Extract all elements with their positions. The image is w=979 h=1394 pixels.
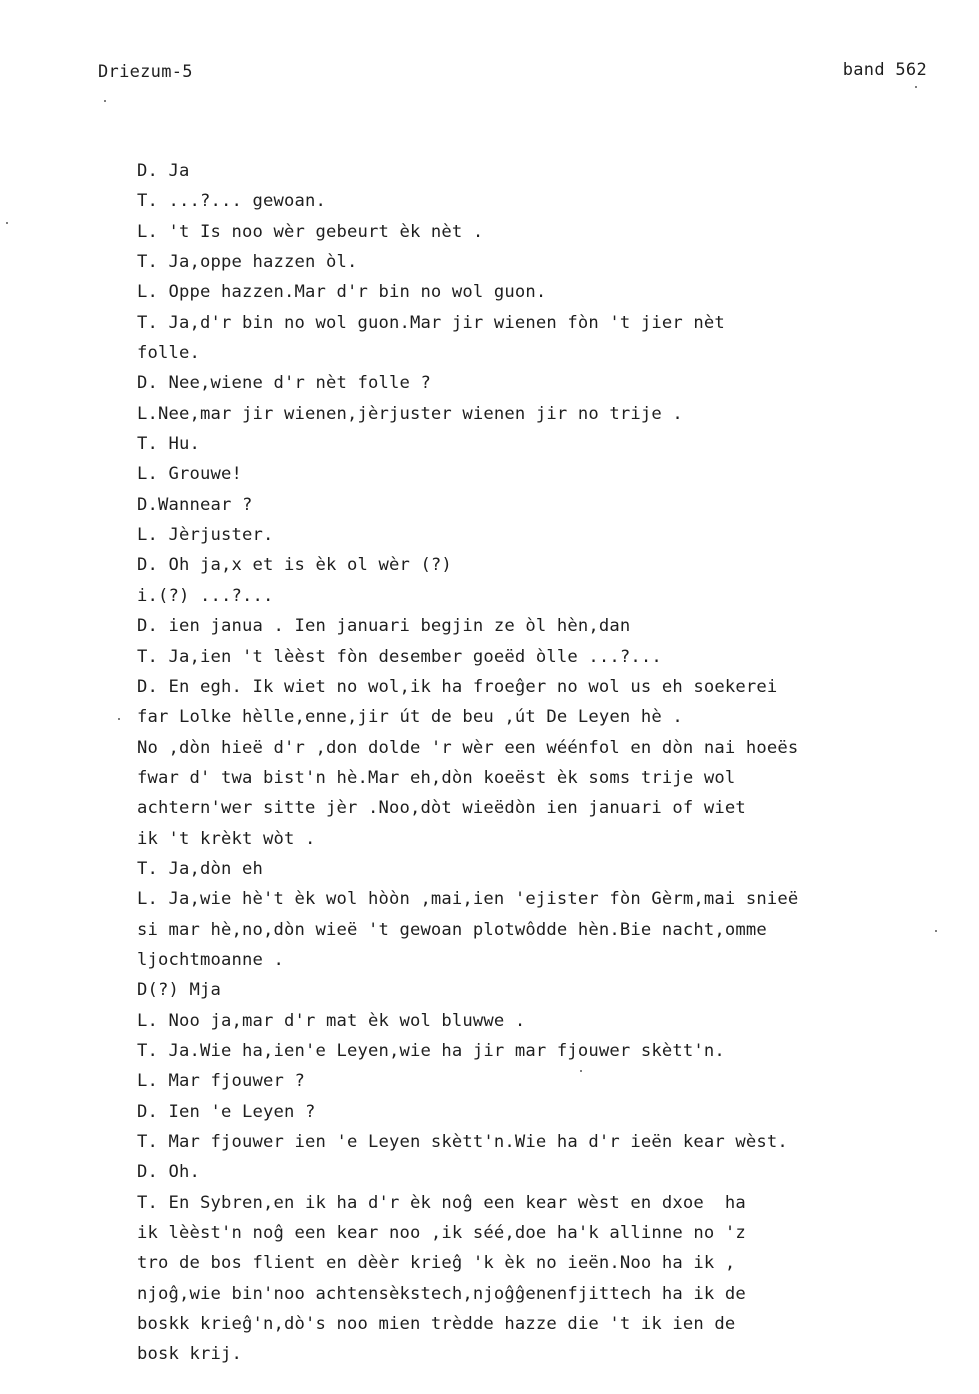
transcript-line: T. En Sybren,en ik ha d'r èk noĝ een kear wèst en dxoe ha: [137, 1192, 746, 1213]
transcript-line: L. Ja,wie hè't èk wol hòòn ,mai,ien 'ejister fòn Gèrm,mai snieë: [137, 889, 799, 910]
transcript-body: [137, 156, 937, 1370]
transcript-line: far Lolke hèlle,enne,jir út de beu ,út De Leyen hè .: [137, 707, 683, 728]
transcript-line: No ,dòn hieë d'r ,don dolde 'r wèr een wéénfol en dòn nai hoeës: [137, 737, 799, 758]
transcript-line: si mar hè,no,dòn wieë 't gewoan plotwôdde hèn.Bie nacht,omme: [137, 919, 767, 940]
transcript-line: T. Ja,ien 't lèèst fòn desember goeëd òlle ...?...: [137, 646, 662, 667]
document-header-right: band 562: [842, 60, 927, 80]
transcript-line: D. Ien 'e Leyen ?: [137, 1101, 316, 1122]
transcript-line: D. Nee,wiene d'r nèt folle ?: [137, 373, 431, 394]
transcript-line: bosk krij.: [137, 1344, 242, 1365]
scan-speck: [104, 100, 106, 102]
transcript-line: ljochtmoanne .: [137, 949, 284, 970]
transcript-line: L. Oppe hazzen.Mar d'r bin no wol guon.: [137, 282, 547, 303]
document-header-left: Driezum-5: [98, 62, 193, 82]
transcript-line: T. Hu.: [137, 434, 200, 455]
transcript-line: D. ien janua . Ien januari begjin ze òl hèn,dan: [137, 616, 631, 637]
transcript-line: ik 't krèkt wòt .: [137, 828, 316, 849]
scan-speck: [118, 718, 120, 720]
transcript-line: D. Ja: [137, 161, 190, 181]
transcript-line: L. Mar fjouwer ?: [137, 1071, 305, 1092]
transcript-line: njoĝ,wie bin'noo achtensèkstech,njoĝĝenenfjittech ha ik de: [137, 1283, 746, 1304]
transcript-line: L. Noo ja,mar d'r mat èk wol bluwwe .: [137, 1010, 526, 1031]
transcript-line: L. Jèrjuster.: [137, 525, 274, 546]
scan-speck: [580, 1070, 582, 1072]
transcript-line: T. ...?... gewoan.: [137, 191, 326, 212]
transcript-line: D. En egh. Ik wiet no wol,ik ha froeĝer no wol us eh soekerei: [137, 676, 778, 697]
transcript-line: i.(?) ...?...: [137, 585, 274, 606]
scan-speck: [915, 86, 917, 88]
transcript-line: fwar d' twa bist'n hè.Mar eh,dòn koeëst èk soms trije wol: [137, 767, 736, 788]
transcript-line: D. Oh.: [137, 1162, 200, 1183]
transcript-line: achtern'wer sitte jèr .Noo,dòt wieëdòn ien januari of wiet: [137, 798, 746, 819]
transcript-line: L. Grouwe!: [137, 464, 242, 485]
transcript-line: folle.: [137, 343, 200, 364]
transcript-line: D.Wannear ?: [137, 494, 253, 515]
scan-speck: [6, 222, 8, 224]
transcript-line: L.Nee,mar jir wienen,jèrjuster wienen jir no trije .: [137, 403, 683, 424]
transcript-line: boskk krieĝ'n,dò's noo mien trèdde hazze die 't ik ien de: [137, 1314, 736, 1335]
transcript-line: T. Ja,d'r bin no wol guon.Mar jir wienen fòn 't jier nèt: [137, 312, 725, 333]
transcript-line: D(?) Mja: [137, 980, 221, 1001]
scan-speck: [935, 930, 937, 932]
transcript-line: ik lèèst'n noĝ een kear noo ,ik séé,doe ha'k allinne no 'z: [137, 1223, 746, 1244]
transcript-line: T. Ja,dòn eh: [137, 858, 263, 879]
transcript-line: T. Mar fjouwer ien 'e Leyen skètt'n.Wie ha d'r ieën kear wèst.: [137, 1132, 788, 1152]
transcript-line: T. Ja,oppe hazzen òl.: [137, 252, 358, 273]
transcript-line: tro de bos flient en dèèr krieĝ 'k èk no ieën.Noo ha ik ,: [137, 1253, 736, 1274]
transcript-line: L. 't Is noo wèr gebeurt èk nèt .: [137, 221, 484, 242]
transcript-line: T. Ja.Wie ha,ien'e Leyen,wie ha jir mar fjouwer skètt'n.: [137, 1040, 725, 1061]
transcript-line: D. Oh ja,x et is èk ol wèr (?): [137, 555, 452, 576]
